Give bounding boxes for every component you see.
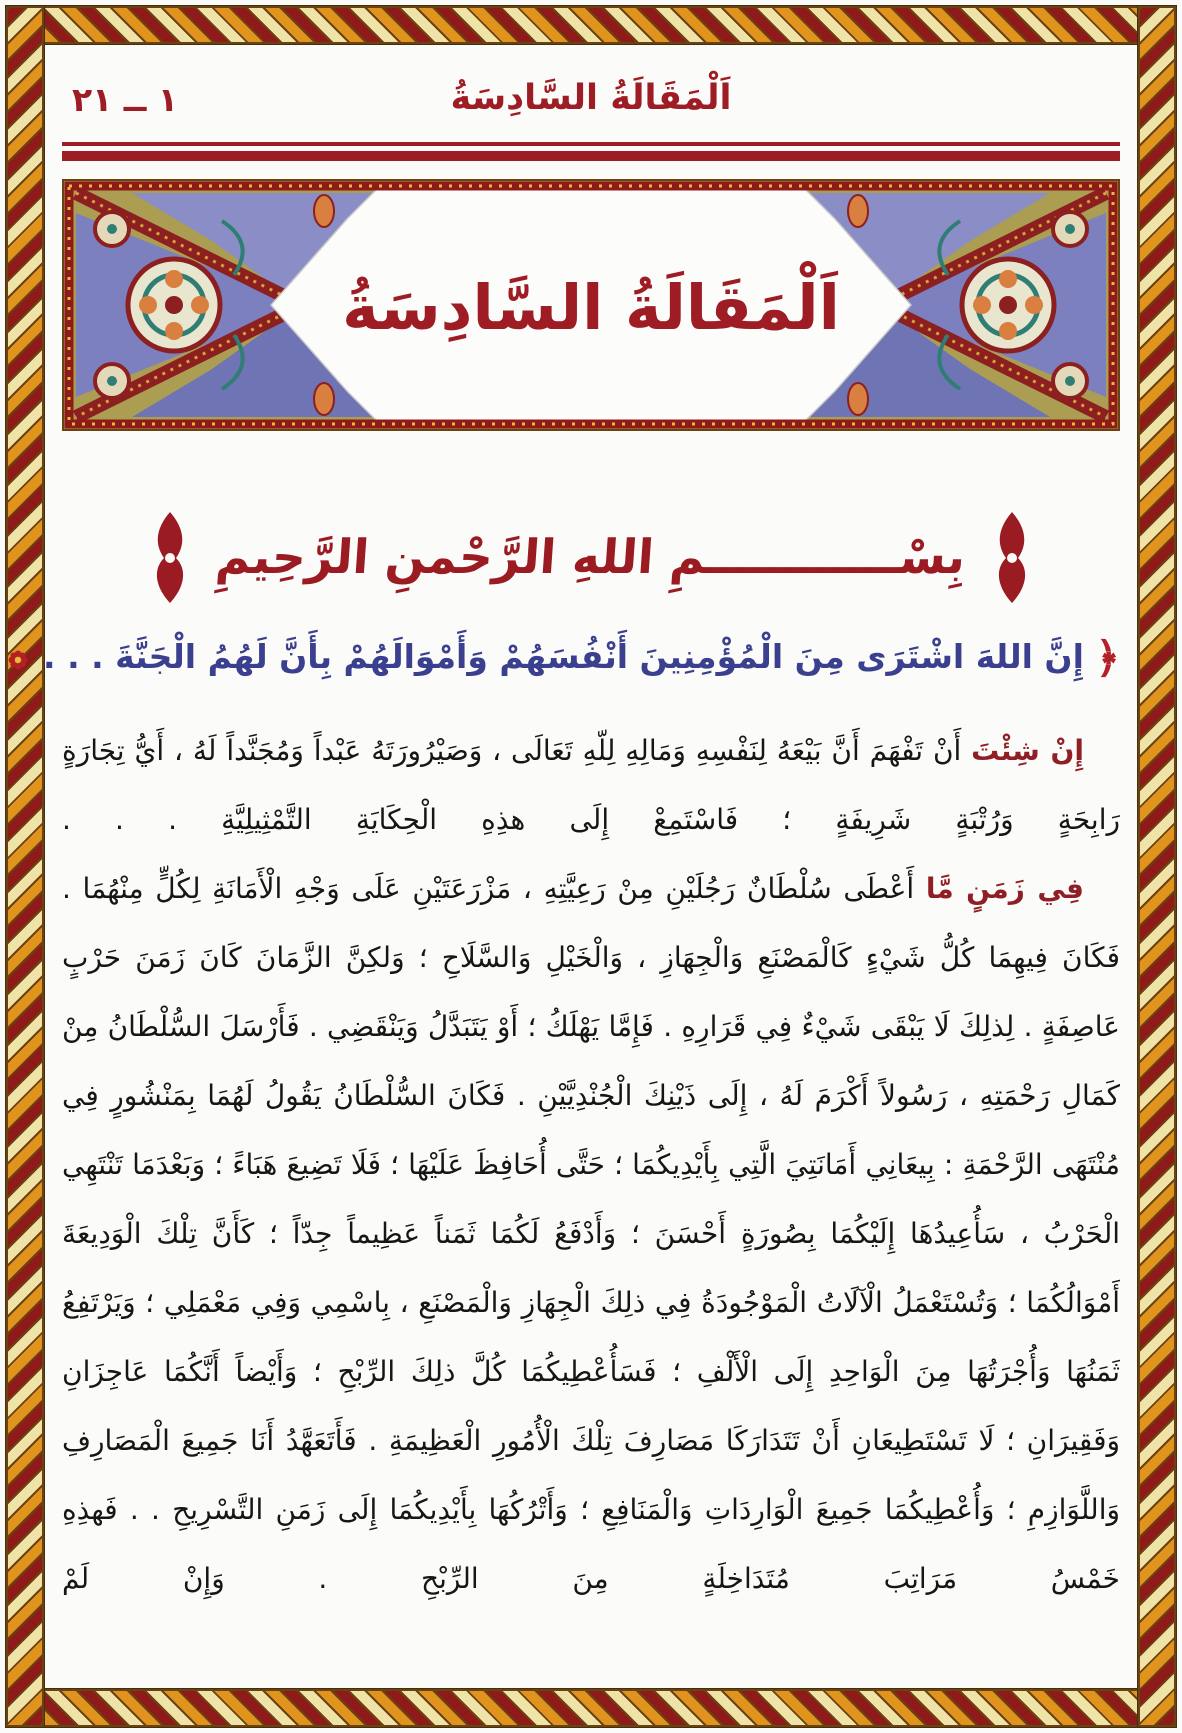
border-frame-top: [6, 6, 1176, 44]
paragraph-rest: أَعْطَى سُلْطَانٌ رَجُلَيْنِ مِنْ رَعِيَّتِهِ ، مَزْرَعَتَيْنِ عَلَى وَجْهِ الْأَمَانَةِ لِكُلٍّ مِنْهُمَا . فَكَانَ فِيهِمَا كُلُّ شَيْءٍ كَالْمَصْنَعِ وَالْجِهَازِ ، وَالْخَيْلِ وَالسَّلَاحِ ؛ وَلكِنَّ الزَّمَانَ كَانَ زَمَنَ حَرْبٍ عَاصِفَةٍ . لِذلِكَ لَا يَبْقَى شَيْءٌ فِي قَرَارِهِ . فَإِمَّا يَهْلَكُ ؛ أَوْ يَتَبَدَّلُ وَيَنْقَضِي . فَأَرْسَلَ السُّلْطَانُ مِنْ كَمَالِ رَحْمَتِهِ ، رَسُولاً أَكْرَمَ لَهُ ، إِلَى ذَيْنِكَ الْجُنْدِيَّيْنِ . فَكَانَ السُّلْطَانُ يَقُولُ لَهُمَا بِمَنْشُورٍ فِي مُنْتَهَى الرَّحْمَةِ : بِيعَانِي أَمَانَتِيَ الَّتِي بِأَيْدِيكُمَا ؛ حَتَّى أُحَافِظَ عَلَيْهَا ؛ فَلَا تَضِيعَ هَبَاءً ؛ وَبَعْدَمَا تَنْتَهِي الْحَرْبُ ، سَأُعِيدُهَا إِلَيْكُمَا بِصُورَةٍ أَحْسَنَ ؛ وَأَدْفَعُ لَكُمَا ثَمَناً عَظِيماً جِدّاً ؛ كَأَنَّ تِلْكَ الْوَدِيعَةَ أَمْوَالُكُمَا ؛ وَتُسْتَعْمَلُ الْآلَاتُ الْمَوْجُودَةُ فِي ذلِكَ الْجِهَازِ وَالْمَصْنَعِ ، بِاسْمِي وَفِي مَعْمَلِي ؛ وَيَرْتَفِعُ ثَمَنُهَا وَأُجْرَتُهَا مِنَ الْوَاحِدِ إِلَى الْأَلْفِ ؛ فَسَأُعْطِيكُمَا كُلَّ ذلِكَ الرِّبْحِ ؛ وَأَيْضاً أَنَّكُمَا عَاجِزَانِ وَفَقِيرَانِ ؛ لَا تَسْتَطِيعَانِ أَنْ تَتَدَارَكَا مَصَارِفَ تِلْكَ الْأُمُورِ الْعَظِيمَةِ . فَأَتَعَهَّدُ أَنَا جَمِيعَ الْمَصَارِفِ وَاللَّوَازِمِ ؛ وَأُعْطِيكُمَا جَمِيعَ الْوَارِدَاتِ وَالْمَنَافِعِ ؛ وَأَتْرُكُهَا بِأَيْدِيكُمَا إِلَى زَمَنِ التَّسْرِيحِ . . فَهذِهِ خَمْسُ مَرَاتِبَ مُتَدَاخِلَةٍ مِنَ الرِّبْحِ . وَإِنْ لَمْ: [62, 872, 1120, 1595]
bismillah-calligraphy: بِسْــــــــــــمِ اللهِ الرَّحْمنِ الرَّحِيمِ: [214, 529, 968, 585]
header-rule-thick: [62, 151, 1120, 161]
page-content: [43, 52, 1120, 1683]
paragraph-lead: إِنْ شِئْتَ: [971, 734, 1084, 767]
quran-verse-line: [43, 633, 1120, 682]
body-text: [62, 716, 1120, 1632]
border-frame-left: [6, 6, 44, 1727]
page-header: [62, 70, 1120, 132]
arabesque-panel-art: [62, 179, 1120, 431]
border-frame-right: [1138, 6, 1176, 1727]
page-range: ١ ــ ٢١: [72, 80, 178, 119]
header-rule-thin: [62, 142, 1120, 146]
paragraph: [62, 716, 1120, 854]
bismillah-ornament-right-icon: [992, 510, 1032, 605]
verse-rosette-icon: [8, 650, 28, 670]
panel-title: اَلْمَقَالَةُ السَّادِسَةُ: [342, 271, 840, 344]
verse-text: إِنَّ اللهَ اشْتَرَى مِنَ الْمُؤْمِنِينَ أَنْفُسَهُمْ وَأَمْوَالَهُمْ بِأَنَّ لَهُمُ الْجَنَّةَ . . .: [43, 637, 1084, 676]
bismillah-ornament-left-icon: [150, 510, 190, 605]
border-frame-bottom: [6, 1689, 1176, 1727]
verse-open-bracket-icon: ﴿: [1095, 633, 1120, 682]
paragraph: [62, 854, 1120, 1613]
paragraph-lead: فِي زَمَنٍ مَّا: [925, 872, 1084, 905]
paragraph-rest: أَنْ تَفْهَمَ أَنَّ بَيْعَهُ لِنَفْسِهِ وَمَالِهِ لِلّهِ تَعَالَى ، وَصَيْرُورَتَهُ عَبْداً وَمُجَنَّداً لَهُ ، أَيُّ تِجَارَةٍ رَابِحَةٍ وَرُتْبَةٍ شَرِيفَةٍ ؛ فَاسْتَمِعْ إِلَى هذِهِ الْحِكَايَةِ التَّمْثِيلِيَّةِ . . .: [62, 734, 1120, 836]
bismillah-row: [62, 503, 1120, 611]
illuminated-title-panel: [62, 179, 1120, 431]
running-head-title: اَلْمَقَالَةُ السَّادِسَةُ: [450, 78, 732, 118]
